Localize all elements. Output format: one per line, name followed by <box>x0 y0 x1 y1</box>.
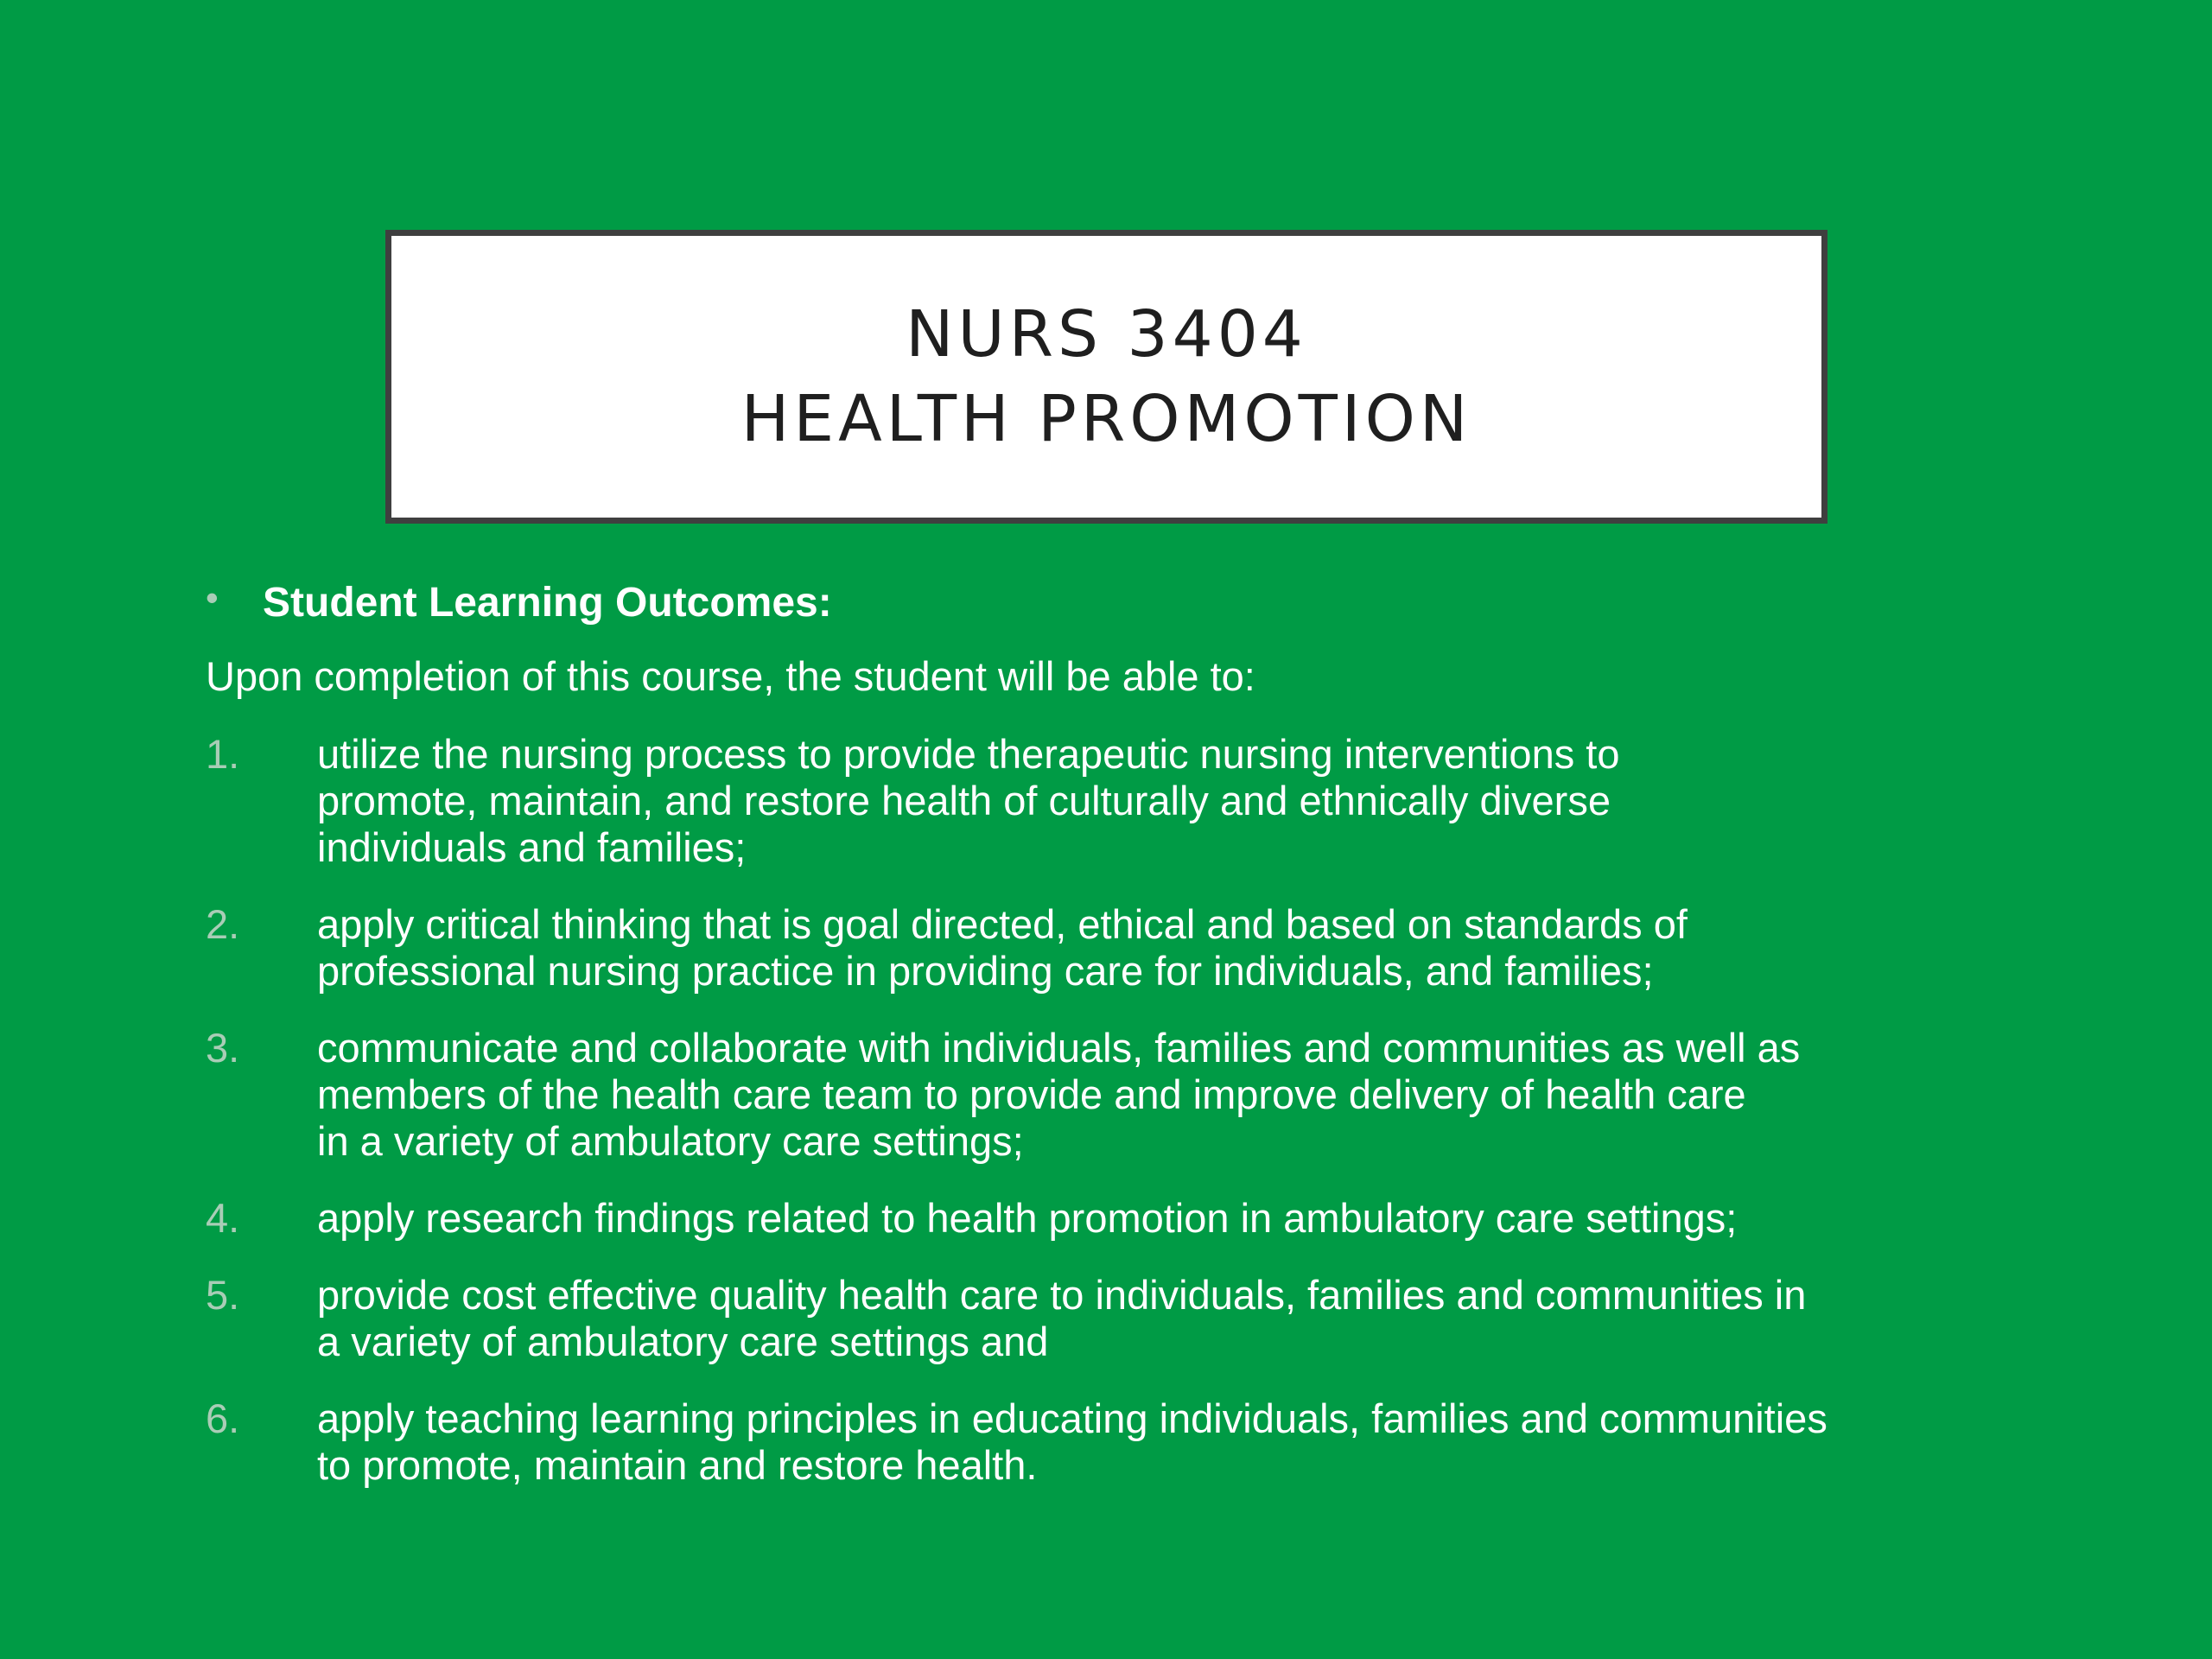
title-box <box>385 230 1827 524</box>
outcome-number: 4. <box>206 1195 240 1241</box>
outcome-text: apply research findings related to health promotion in ambulatory care settings; <box>317 1195 1738 1241</box>
outcome-item <box>206 1195 2012 1242</box>
outcome-item <box>206 1395 2012 1489</box>
intro-text: Upon completion of this course, the student will be able to: <box>206 653 1255 699</box>
outcome-number: 6. <box>206 1395 240 1441</box>
outcome-number: 1. <box>206 731 240 777</box>
outcome-item <box>206 1272 2012 1365</box>
learning-outcomes-heading-text: Student Learning Outcomes: <box>263 580 832 626</box>
outcome-text: utilize the nursing process to provide therapeutic nursing interventions to promote, maintain, and restore health of culturally and ethnically diverse individuals and families; <box>317 731 1620 870</box>
outcome-text: apply teaching learning principles in educating individuals, families and communities to promote, maintain and restore health. <box>317 1395 1827 1488</box>
outcome-item <box>206 1025 2012 1165</box>
bullet-icon: • <box>206 577 219 618</box>
course-code-title: NURS 3404 <box>906 297 1307 372</box>
outcome-number: 3. <box>206 1025 240 1071</box>
outcome-text: communicate and collaborate with individuals, families and communities as well as members of the health care team to provide and improve delivery of health care in a variety of ambulatory care settings; <box>317 1025 1801 1164</box>
outcome-item <box>206 731 2012 871</box>
course-name-title: HEALTH PROMOTION <box>741 382 1472 456</box>
outcome-item <box>206 901 2012 995</box>
outcome-text: apply critical thinking that is goal directed, ethical and based on standards of professional nursing practice in providing care for individuals, and families; <box>317 901 1688 994</box>
outcome-number: 5. <box>206 1272 240 1318</box>
outcome-text: provide cost effective quality health care to individuals, families and communities in a variety of ambulatory care settings and <box>317 1272 1807 1364</box>
learning-outcomes-heading <box>206 575 2012 631</box>
slide-body <box>206 575 2012 1519</box>
outcome-number: 2. <box>206 901 240 947</box>
